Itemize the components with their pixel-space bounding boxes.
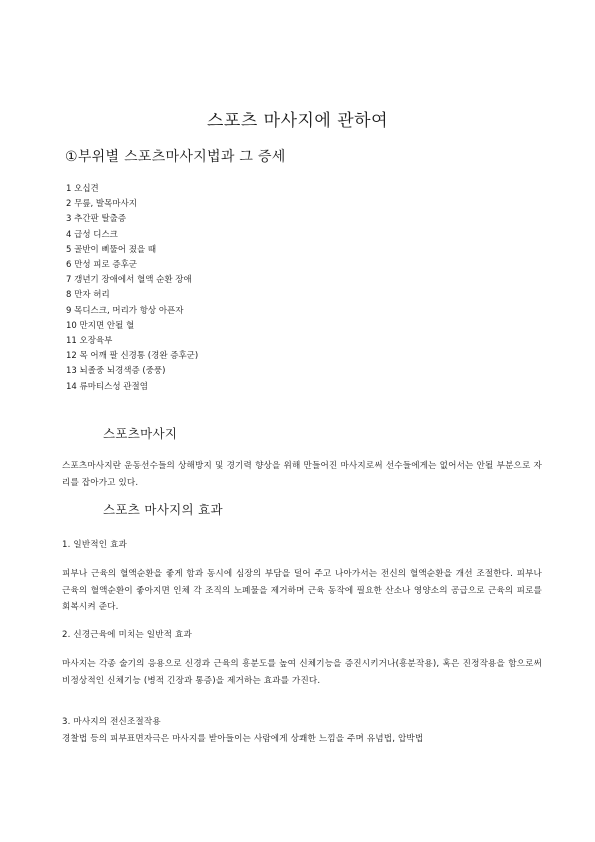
list-item: 7 갱년기 장애에서 혈액 순환 장애 [66,275,192,286]
symptom-list [66,182,198,395]
effect-heading-neuromuscular: 2. 신경근육에 미치는 일반적 효과 [62,630,192,640]
effect-paragraph-general: 피부나 근육의 혈액순환을 좋게 함과 동시에 심장의 부담을 덜어 주고 나아가서는 전신의 혈액순환을 개선 조절한다. 피부나 근육의 혈액순환이 좋아지면 인체 각 조직의 노폐물을 제거하며 근육 동작에 필요한 산소나 영양소의 공급으로 근육의 피로를 회복시켜 준다. [62,569,542,612]
section-heading-techniques: ①부위별 스포츠마사지법과 그 증세 [65,149,286,165]
intro-paragraph: 스포츠마사지란 운동선수들의 상해방지 및 경기력 향상을 위해 만들어진 마사지로써 선수들에게는 없어서는 안될 부분으로 자리를 잡아가고 있다. [62,461,542,488]
effect-heading-general: 1. 일반적인 효과 [62,540,127,550]
list-item: 12 목 어깨 팔 신경통 (경완 증후군) [66,351,199,362]
list-item: 10 만지면 안될 혈 [66,320,135,331]
list-item: 3 추간판 탈출증 [66,214,127,225]
effect-heading-systemic: 3. 마사지의 전신조절작용 [62,717,161,727]
effect-paragraph-systemic: 경찰법 등의 피부표면자극은 마사지를 받아들이는 사람에게 상쾌한 느낌을 주며 유념법, 압박법 [62,734,424,744]
list-item: 14 류마티스성 관절염 [66,381,148,392]
list-item: 9 목디스크, 머리가 항상 아픈자 [66,305,184,316]
document-title: 스포츠 마사지에 관하여 [206,111,389,131]
list-item: 8 만자 허리 [66,290,110,301]
list-item: 13 뇌졸중 뇌경색증 (중풍) [66,366,166,377]
list-item: 1 오십견 [66,184,99,194]
list-item: 2 무릎, 발목마사지 [66,199,137,210]
subheading-sports-massage: 스포츠마사지 [103,426,178,441]
effect-paragraph-neuromuscular: 마사지는 각종 술기의 응용으로 신경과 근육의 흥분도를 높여 신체기능을 증진시키거나(흥분작용), 혹은 진정작용을 함으로써 비정상적인 신체기능 (병적 긴장과 통증)을 제거하는 효과를 가진다. [62,659,542,686]
list-item: 4 급성 디스크 [66,229,118,240]
list-item: 6 만성 피로 증후군 [66,260,137,271]
list-item: 11 오장육부 [66,336,113,347]
list-item: 5 골반이 삐뚤어 졌을 때 [66,244,157,255]
subheading-effects: 스포츠 마사지의 효과 [103,502,223,517]
